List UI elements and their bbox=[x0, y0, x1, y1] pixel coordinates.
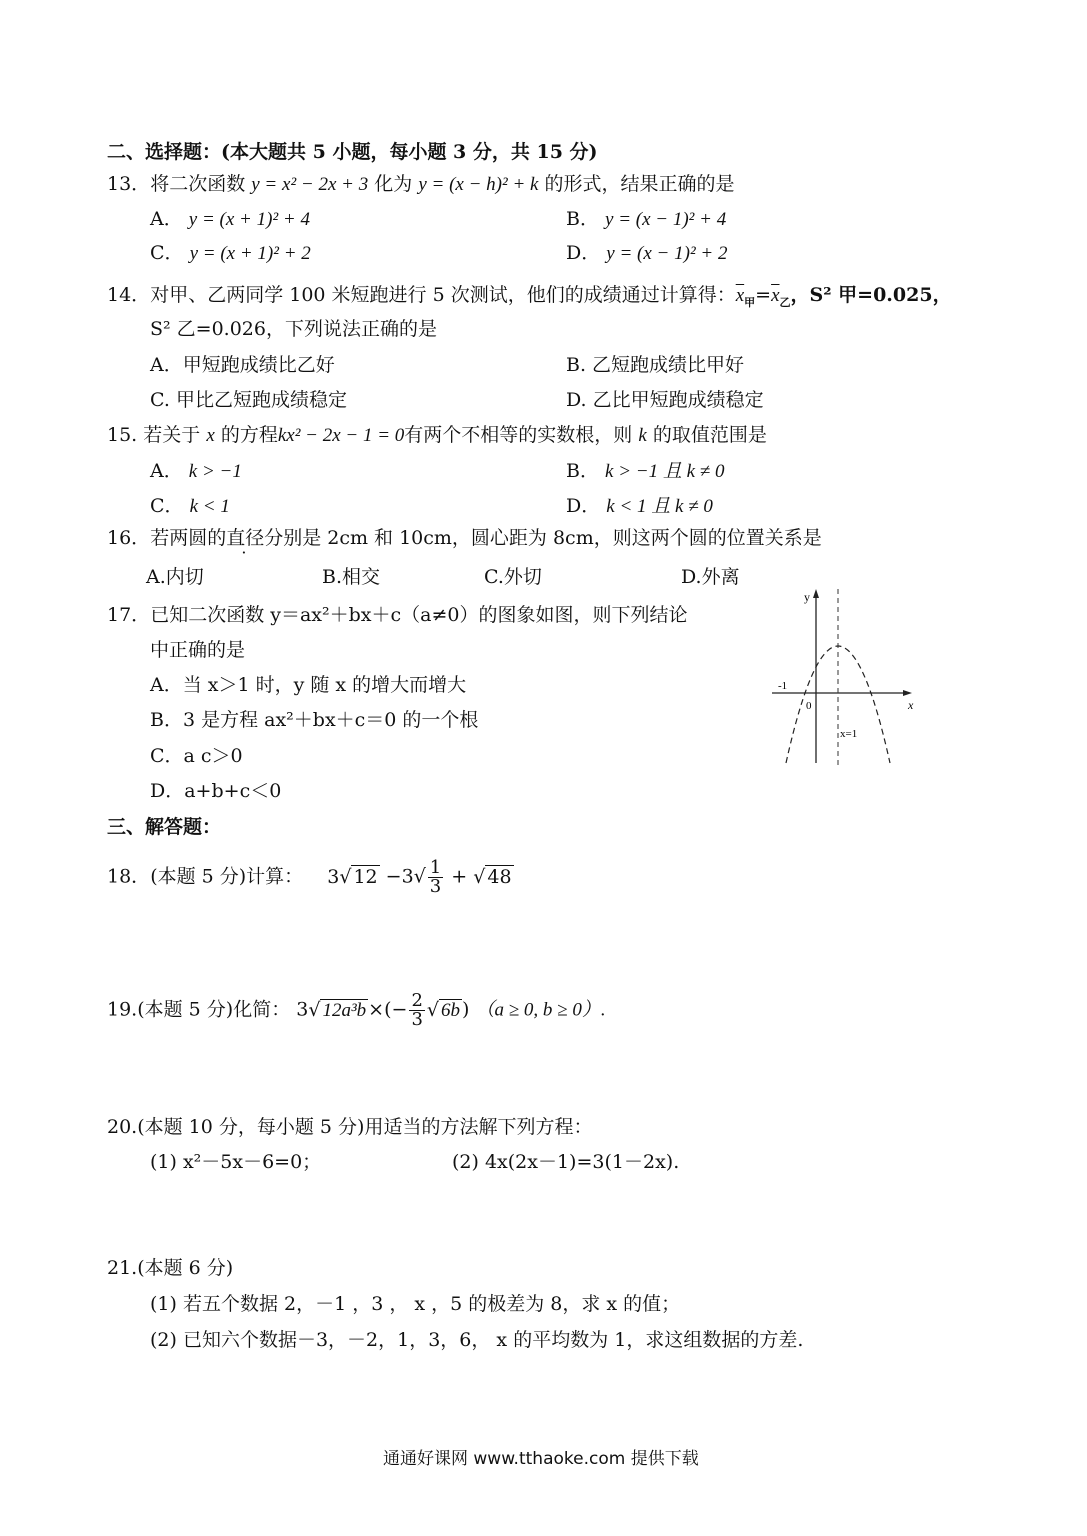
q15-b-label: B． bbox=[566, 460, 599, 482]
q19-radical-2: √ 6b bbox=[426, 998, 460, 1021]
q13-func: y = x² − 2x + 3 bbox=[251, 174, 369, 195]
section-title-choice: 二、选择题：(本大题共 5 小题，每小题 3 分，共 15 分) bbox=[107, 141, 598, 163]
q18-radicand-12: 12 bbox=[353, 865, 378, 888]
q18-radical-48: √ 48 bbox=[473, 865, 512, 888]
q17-line2: 中正确的是 bbox=[150, 639, 246, 661]
q15-pre: 若关于 bbox=[143, 424, 201, 446]
q14-s2-yi: S² 乙=0.026，下列说法正确的是 bbox=[150, 318, 437, 340]
q16-text-b: 分别是 2cm 和 10cm，圆心距为 8cm，则这两个圆的位置关系是 bbox=[264, 527, 822, 549]
question-16 bbox=[107, 526, 822, 550]
q15-number: 15. bbox=[107, 424, 138, 446]
q13-mid: 化为 bbox=[374, 173, 413, 195]
q18-radicand-48: 48 bbox=[487, 865, 512, 888]
q19-close: ) bbox=[462, 998, 470, 1021]
q15-option-d bbox=[566, 494, 713, 519]
q19-radicand-2: 6b bbox=[441, 999, 460, 1021]
q15-post: 有两个不相等的实数根，则 bbox=[404, 424, 633, 446]
q19-coef: 3 bbox=[296, 998, 309, 1021]
q20-part-1: (1) x²－5x－6=0； bbox=[150, 1151, 322, 1173]
question-19 bbox=[107, 992, 606, 1029]
q18-text: (本题 5 分)计算： bbox=[150, 865, 304, 888]
question-13 bbox=[107, 172, 735, 197]
q16-option-c: C.外切 bbox=[484, 566, 542, 588]
q13-option-d bbox=[566, 241, 727, 266]
q14-sub-yi: 乙 bbox=[779, 295, 791, 309]
q13-a-exp: y = (x + 1)² + 4 bbox=[188, 209, 310, 230]
q19-fraction bbox=[409, 992, 424, 1029]
q14-eq: = bbox=[755, 284, 772, 306]
q13-option-b bbox=[566, 207, 726, 232]
q18-minus: −3 bbox=[385, 865, 414, 888]
q13-c-label: C． bbox=[150, 242, 184, 264]
q15-mid: 的方程 bbox=[220, 424, 278, 446]
q13-b-label: B． bbox=[566, 208, 599, 230]
q19-radicand-1: 12a³b bbox=[322, 999, 367, 1021]
graph-x-label: x bbox=[908, 698, 914, 712]
q20-part-2: (2) 4x(2x－1)=3(1－2x). bbox=[452, 1151, 680, 1173]
graph-origin-label: 0 bbox=[806, 700, 812, 712]
q16-option-b: B.相交 bbox=[322, 566, 381, 588]
q16-text-a: 若两圆的 bbox=[150, 527, 227, 549]
q17-option-b: B．3 是方程 ax²＋bx＋c＝0 的一个根 bbox=[150, 709, 479, 731]
q15-d-label: D． bbox=[566, 495, 601, 517]
q19-numerator: 2 bbox=[411, 990, 423, 1011]
q13-number: 13． bbox=[107, 173, 151, 195]
q16-option-a: A.内切 bbox=[146, 566, 204, 588]
graph-y-arrow bbox=[813, 589, 819, 598]
graph-neg1-label: -1 bbox=[778, 680, 788, 692]
q18-fraction bbox=[428, 859, 443, 896]
q18-radical-12: √ 12 bbox=[339, 865, 378, 888]
q13-d-exp: y = (x − 1)² + 2 bbox=[606, 243, 728, 264]
q15-post2: 的取值范围是 bbox=[652, 424, 767, 446]
q13-option-a bbox=[150, 207, 310, 232]
q17-option-c: C．a c＞0 bbox=[150, 745, 243, 767]
question-18 bbox=[107, 859, 514, 896]
q15-equation: kx² − 2x − 1 = 0 bbox=[277, 425, 405, 446]
q13-option-c bbox=[150, 241, 311, 266]
q21-text: (本题 6 分) bbox=[137, 1257, 234, 1279]
q13-form: y = (x − h)² + k bbox=[418, 174, 539, 195]
q20-number: 20. bbox=[107, 1116, 138, 1138]
q14-option-c: C. 甲比乙短跑成绩稳定 bbox=[150, 389, 347, 411]
q14-number: 14． bbox=[107, 284, 151, 306]
q17-number: 17． bbox=[107, 604, 151, 626]
section-title-answer: 三、解答题： bbox=[107, 816, 222, 838]
q16-number: 16． bbox=[107, 527, 151, 549]
q21-number: 21. bbox=[107, 1257, 138, 1279]
q13-post: 的形式，结果正确的是 bbox=[544, 173, 735, 195]
graph-axis-label: x=1 bbox=[840, 728, 858, 740]
question-17 bbox=[107, 603, 687, 627]
q13-a-label: A． bbox=[150, 208, 183, 230]
q14-text: 对甲、乙两同学 100 米短跑进行 5 次测试，他们的成绩通过计算得： bbox=[150, 284, 736, 306]
q15-c-label: C． bbox=[150, 495, 184, 517]
q19-text: (本题 5 分)化简： bbox=[137, 998, 291, 1021]
q19-condition: （a ≥ 0, b ≥ 0）. bbox=[475, 999, 606, 1021]
q15-option-a bbox=[150, 459, 242, 484]
q14-option-b: B. 乙短跑成绩比甲好 bbox=[566, 354, 745, 376]
q16-emphasis: 直径 bbox=[226, 527, 265, 549]
q18-coef: 3 bbox=[327, 865, 340, 888]
q15-option-b bbox=[566, 459, 724, 484]
q19-denominator: 3 bbox=[411, 1009, 423, 1030]
q15-a-label: A． bbox=[150, 460, 183, 482]
question-21 bbox=[107, 1256, 233, 1280]
q15-var: x bbox=[206, 425, 215, 446]
q17-option-a: A．当 x＞1 时，y 随 x 的增大而增大 bbox=[150, 674, 467, 696]
graph-y-label: y bbox=[804, 590, 810, 604]
q14-xbar-yi: $\overline{x}$ bbox=[771, 285, 780, 306]
q18-plus: + bbox=[451, 865, 468, 888]
q19-number: 19. bbox=[107, 998, 138, 1021]
question-15 bbox=[107, 423, 767, 448]
q18-numerator: 1 bbox=[429, 857, 442, 878]
q17-parabola-graph bbox=[768, 585, 918, 767]
q15-a-exp: k > −1 bbox=[188, 461, 242, 482]
q13-pre: 将二次函数 bbox=[150, 173, 246, 195]
q13-b-exp: y = (x − 1)² + 4 bbox=[605, 209, 727, 230]
q15-option-c bbox=[150, 494, 230, 519]
question-20 bbox=[107, 1115, 592, 1139]
q15-c-exp: k < 1 bbox=[189, 496, 230, 517]
q15-b-exp: k > −1 且 k ≠ 0 bbox=[605, 461, 725, 482]
q13-c-exp: y = (x + 1)² + 2 bbox=[189, 243, 311, 264]
q21-part-2: (2) 已知六个数据－3，－2，1，3，6， x 的平均数为 1，求这组数据的方差. bbox=[150, 1329, 804, 1351]
q18-denominator: 3 bbox=[429, 876, 442, 897]
q17-option-d: D．a+b+c＜0 bbox=[150, 780, 282, 802]
q18-number: 18． bbox=[107, 865, 151, 888]
q20-text: (本题 10 分，每小题 5 分)用适当的方法解下列方程： bbox=[137, 1116, 593, 1138]
q18-radical-frac: √ $\frac{1}{3}$ bbox=[413, 857, 442, 897]
q14-xbar-jia: $\overline{x}$ bbox=[735, 285, 745, 306]
page-footer: 通通好课网 www.tthaoke.com 提供下载 bbox=[383, 1449, 699, 1469]
q14-option-a: A．甲短跑成绩比乙好 bbox=[150, 354, 335, 376]
q21-part-1: (1) 若五个数据 2，－1 ，3 ， x ，5 的极差为 8，求 x 的值； bbox=[150, 1293, 681, 1315]
q17-line1: 已知二次函数 y＝ax²＋bx＋c（a≠0）的图象如图，则下列结论 bbox=[150, 604, 688, 626]
q19-times: ×(− bbox=[368, 998, 408, 1021]
q16-option-d: D.外离 bbox=[681, 566, 740, 588]
q14-option-d: D. 乙比甲短跑成绩稳定 bbox=[566, 389, 764, 411]
q19-radical-1: √ 12a³b bbox=[308, 998, 367, 1021]
q15-d-exp: k < 1 且 k ≠ 0 bbox=[606, 496, 713, 517]
q15-k: k bbox=[638, 425, 647, 446]
q13-d-label: D． bbox=[566, 242, 601, 264]
graph-x-arrow bbox=[903, 690, 912, 696]
q14-line2 bbox=[150, 317, 437, 341]
q14-sub-jia: 甲 bbox=[744, 295, 756, 309]
q14-s2-jia: ，S² 甲=0.025， bbox=[790, 284, 952, 306]
question-14 bbox=[107, 283, 952, 308]
